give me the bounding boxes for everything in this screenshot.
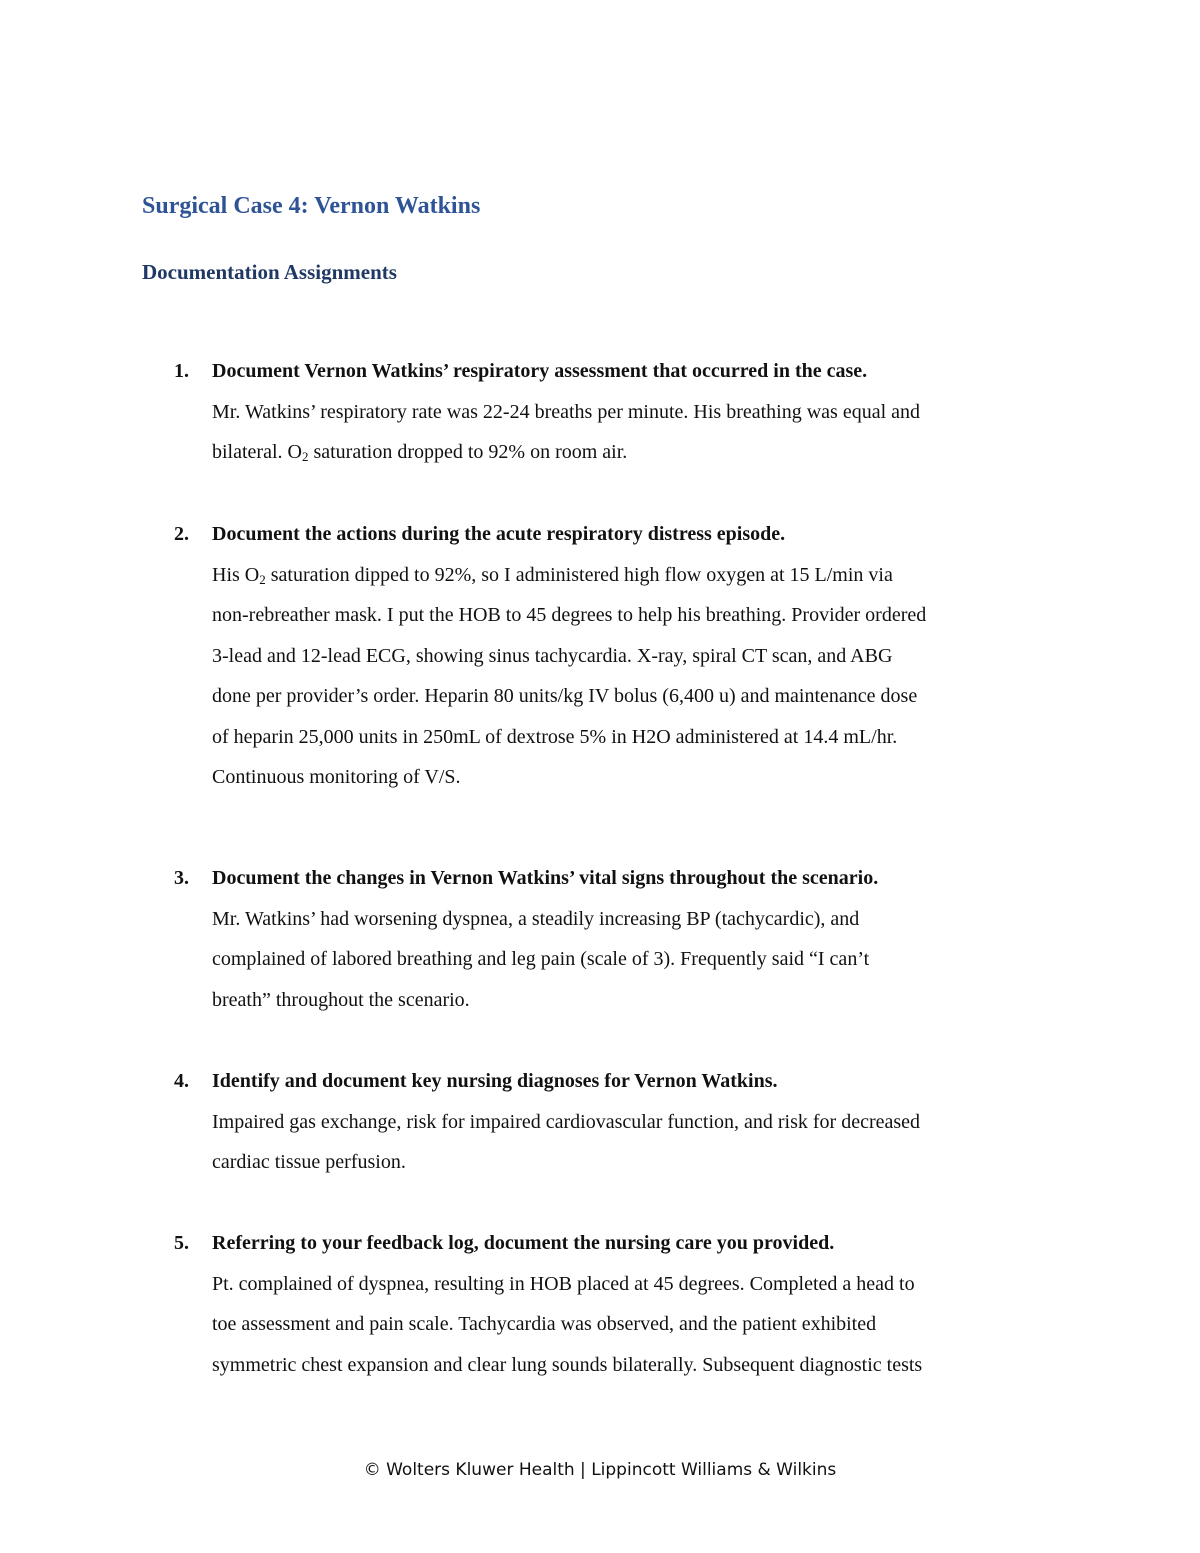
item-question: Document the actions during the acute respiratory distress episode.: [212, 523, 786, 545]
item-number: 5.: [174, 1232, 189, 1254]
page-title: Surgical Case 4: Vernon Watkins: [142, 193, 481, 219]
item-answer-line: 3-lead and 12-lead ECG, showing sinus tachycardia. X-ray, spiral CT scan, and ABG: [212, 644, 893, 667]
item-question: Identify and document key nursing diagnoses for Vernon Watkins.: [212, 1070, 778, 1092]
page-subtitle: Documentation Assignments: [142, 260, 397, 284]
subscript: 2: [301, 449, 309, 464]
item-number: 2.: [174, 523, 189, 545]
item-answer-line: [212, 432, 1074, 473]
page-footer: © Wolters Kluwer Health | Lippincott Williams & Wilkins: [363, 1460, 837, 1480]
item-question: Document the changes in Vernon Watkins’ vital signs throughout the scenario.: [212, 867, 879, 889]
item-answer-line: Mr. Watkins’ respiratory rate was 22-24 breaths per minute. His breathing was equal and: [212, 400, 921, 423]
item-answer-line: of heparin 25,000 units in 250mL of dextrose 5% in H2O administered at 14.4 mL/hr.: [212, 725, 898, 748]
list-item: [174, 1223, 1074, 1385]
answer-text: bilateral. O: [212, 441, 302, 463]
list-item: [174, 1061, 1074, 1183]
item-answer-line: cardiac tissue perfusion.: [212, 1151, 406, 1173]
item-answer-line: Mr. Watkins’ had worsening dyspnea, a steadily increasing BP (tachycardic), and: [212, 907, 860, 930]
answer-text: saturation dropped to 92% on room air.: [308, 441, 628, 463]
item-answer-line: toe assessment and pain scale. Tachycardia was observed, and the patient exhibited: [212, 1313, 877, 1335]
item-answer-line: Impaired gas exchange, risk for impaired cardiovascular function, and risk for decreased: [212, 1110, 921, 1133]
answer-text: His O: [212, 563, 260, 586]
item-answer-line: breath” throughout the scenario.: [212, 988, 470, 1011]
item-answer-line: Continuous monitoring of V/S.: [212, 766, 461, 788]
item-answer-line: [212, 555, 1074, 596]
list-item: [174, 514, 1074, 798]
list-item: [174, 351, 1074, 473]
item-number: 4.: [174, 1070, 189, 1092]
item-question: Document Vernon Watkins’ respiratory assessment that occurred in the case.: [212, 360, 868, 382]
answer-text: saturation dipped to 92%, so I administered high flow oxygen at 15 L/min via: [265, 563, 893, 586]
item-answer-line: done per provider’s order. Heparin 80 units/kg IV bolus (6,400 u) and maintenance dose: [212, 685, 918, 707]
item-number: 1.: [174, 360, 189, 382]
item-answer-line: non-rebreather mask. I put the HOB to 45 degrees to help his breathing. Provider ordered: [212, 604, 927, 626]
item-number: 3.: [174, 867, 189, 889]
subscript: 2: [259, 571, 266, 587]
item-answer-line: complained of labored breathing and leg pain (scale of 3). Frequently said “I can’t: [212, 948, 870, 970]
item-answer-line: symmetric chest expansion and clear lung sounds bilaterally. Subsequent diagnostic tests: [212, 1353, 923, 1376]
item-question: Referring to your feedback log, document the nursing care you provided.: [212, 1232, 835, 1254]
list-item: [174, 858, 1074, 1020]
item-answer-line: Pt. complained of dyspnea, resulting in HOB placed at 45 degrees. Completed a head to: [212, 1272, 915, 1295]
